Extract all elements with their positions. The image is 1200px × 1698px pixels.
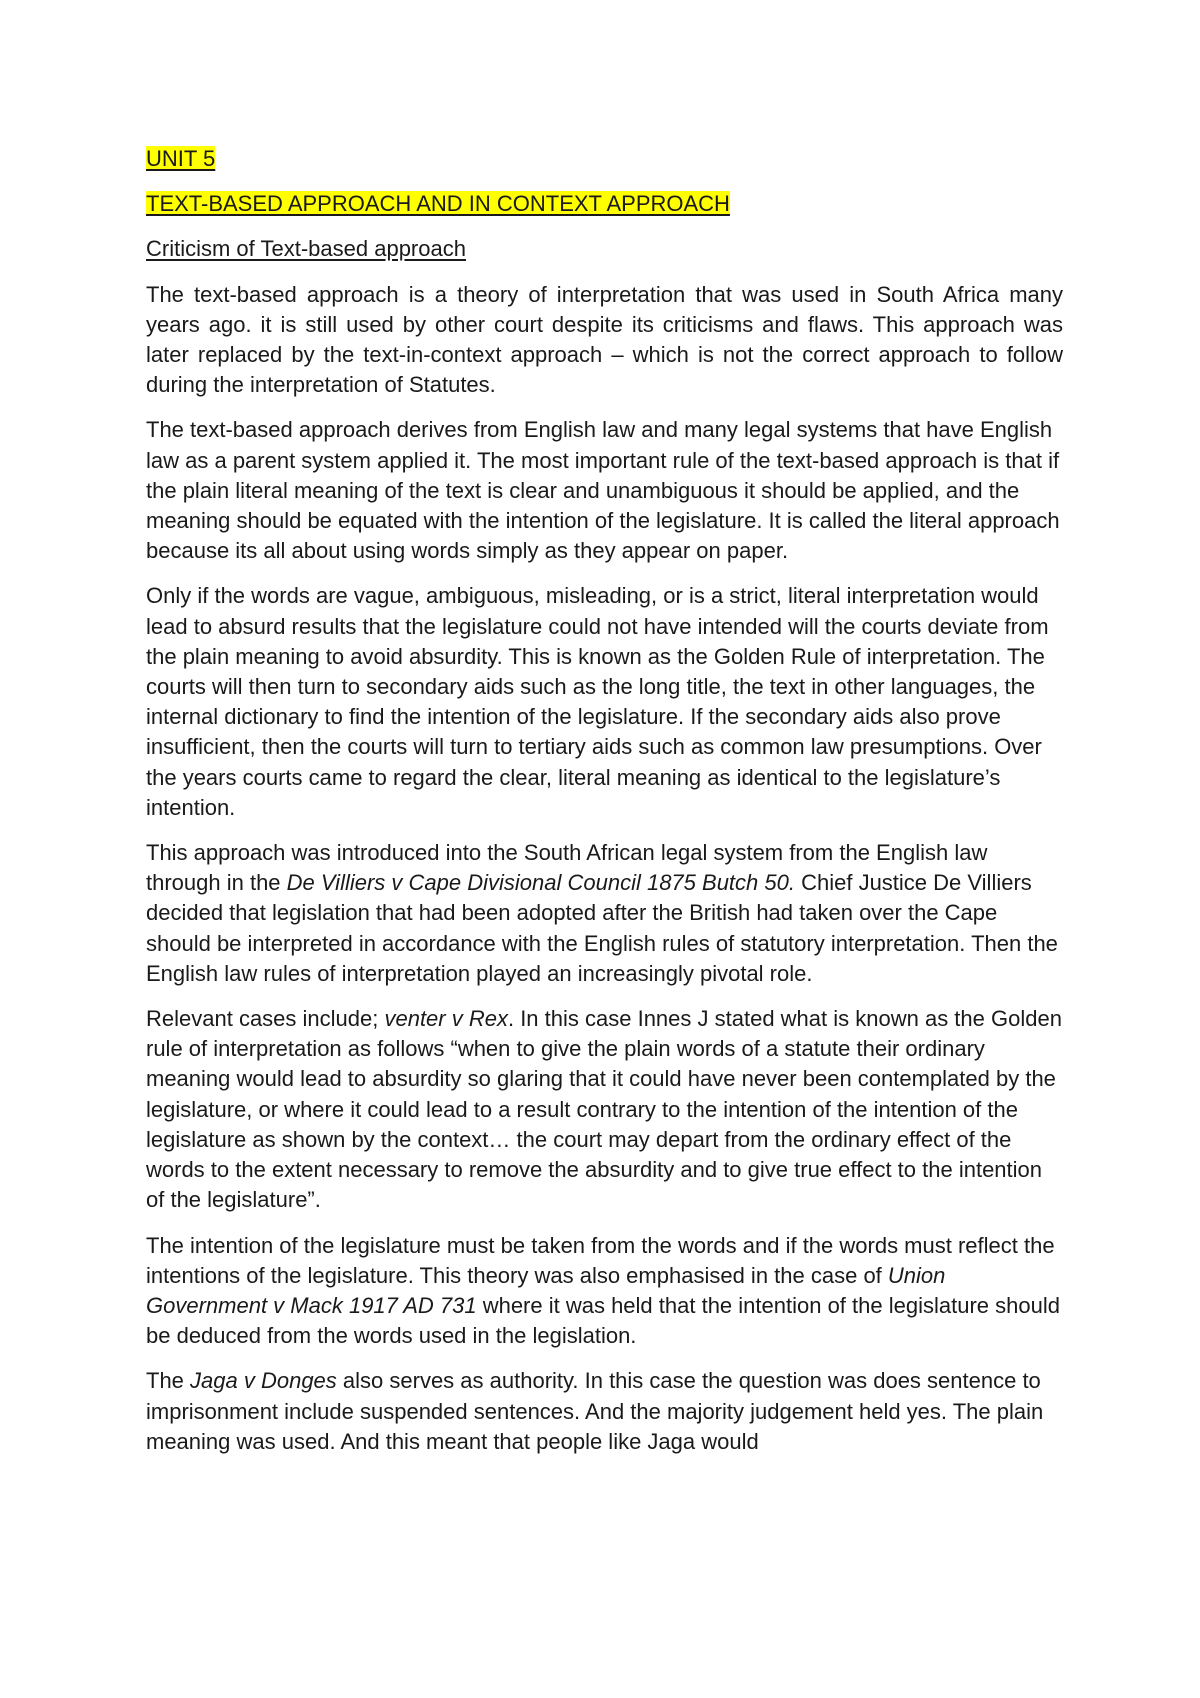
case-citation: Union Government v Mack 1917 AD 731 <box>146 1262 946 1318</box>
paragraph-3: Only if the words are vague, ambiguous, misleading, or is a strict, literal interpretation would lead to absurd results that the legislature could not have intended will the courts deviate from the plain meaning to avoid absurdity. This is known as the Golden Rule of interpretation. The courts will then turn to secondary aids such as the long title, the text in other languages, the internal dictionary to find the intention of the legislature. If the secondary aids also prove insufficient, then the courts will turn to tertiary aids such as common law presumptions. Over the years courts came to regard the clear, literal meaning as identical to the legislature’s intention. <box>146 583 1049 820</box>
paragraph-6: The intention of the legislature must be taken from the words and if the words must reflect the intentions of the legislature. This theory was also emphasised in the case of Union Government v Mack 1917 AD 731 where it was held that the intention of the legislature should be deduced from the words used in the legislation. <box>146 1232 1060 1349</box>
paragraph-5: Relevant cases include; venter v Rex. In this case Innes J stated what is known as the Golden rule of interpretation as follows “when to give the plain words of a statute their ordinary meaning would lead to absurdity so glaring that it could have never been contemplated by the legislature, or where it could lead to a result contrary to the intention of the intention of the legislature as shown by the context… the court may depart from the ordinary effect of the words to the extent necessary to remove the absurdity and to give true effect to the intention of the legislature”. <box>146 1006 1062 1213</box>
paragraph-2: The text-based approach derives from English law and many legal systems that have English law as a parent system applied it. The most important rule of the text-based approach is that if the plain literal meaning of the text is clear and unambiguous it should be applied, and the meaning should be equated with the intention of the legislature. It is called the literal approach because its all about using words simply as they appear on paper. <box>146 417 1060 564</box>
paragraph-4: This approach was introduced into the South African legal system from the English law through in the De Villiers v Cape Divisional Council 1875 Butch 50. Chief Justice De Villiers decided that legislation that had been adopted after the British had taken over the Cape should be interpreted in accordance with the English rules of statutory interpretation. Then the English law rules of interpretation played an increasingly pivotal role. <box>146 840 1058 986</box>
case-citation: Jaga v Donges <box>190 1368 337 1394</box>
case-citation: De Villiers v Cape Divisional Council 1875 Butch 50. <box>286 870 795 896</box>
section-subtitle: Criticism of Text-based approach <box>146 236 466 262</box>
section-title: TEXT-BASED APPROACH AND IN CONTEXT APPROACH <box>146 191 730 217</box>
document-page <box>146 144 1063 1472</box>
paragraph-1: The text-based approach is a theory of interpretation that was used in South Africa many years ago. it is still used by other court despite its criticisms and flaws. This approach was later replaced by the text-in-context approach – which is not the correct approach to follow during the interpretation of Statutes. <box>146 281 1063 398</box>
unit-heading: UNIT 5 <box>146 146 216 171</box>
case-citation: venter v Rex <box>384 1006 508 1032</box>
paragraph-7: The Jaga v Donges also serves as authority. In this case the question was does sentence to imprisonment include suspended sentences. And the majority judgement held yes. The plain meaning was used. And this meant that people like Jaga would <box>146 1368 1044 1454</box>
